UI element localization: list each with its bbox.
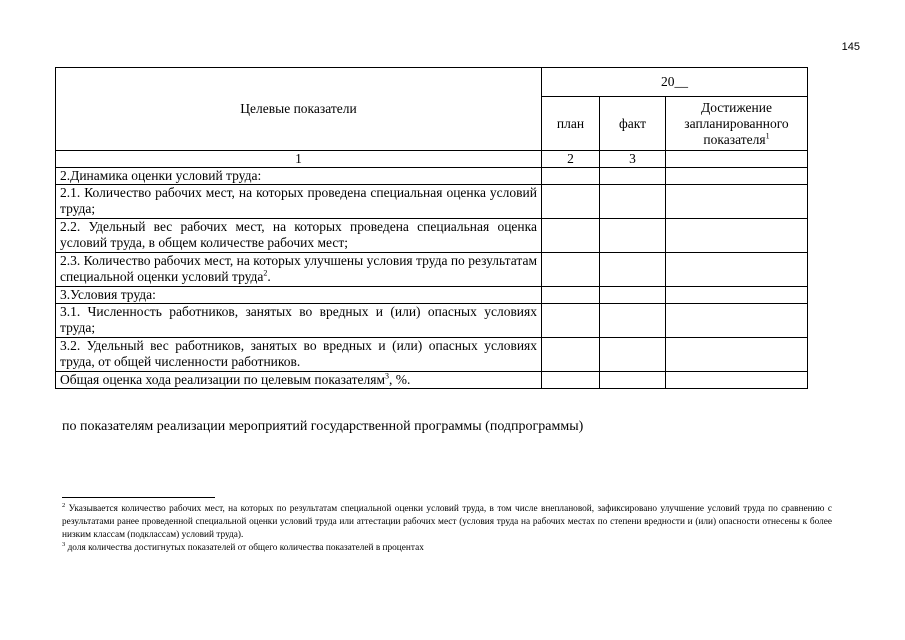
- indicator-text: 3.Условия труда:: [56, 287, 542, 304]
- page-number: 145: [841, 41, 860, 53]
- fact-header-label: факт: [618, 115, 647, 131]
- footnote-ref-1: 1: [765, 131, 770, 140]
- plan-cell: [542, 253, 600, 287]
- plan-cell: [542, 219, 600, 253]
- achievement-cell: [666, 168, 808, 185]
- indicator-text-main: 2.3. Количество рабочих мест, на которых улучшены условия труда по результатам специальной оценки условий труда: [60, 253, 537, 284]
- table-row: [56, 253, 808, 287]
- indicator-text: 3.1. Численность работников, занятых во вредных и (или) опасных условиях труда;: [56, 304, 542, 338]
- indicator-text: [56, 372, 542, 389]
- table-row: [56, 219, 808, 253]
- achievement-cell: [666, 304, 808, 338]
- fact-cell: [600, 372, 666, 389]
- footnote-2: [62, 503, 832, 542]
- target-indicators-table: [55, 67, 808, 389]
- plan-header-label: план: [556, 115, 585, 131]
- column-number: 1: [56, 151, 542, 168]
- table-row: [56, 168, 808, 185]
- plan-cell: [542, 338, 600, 372]
- achievement-cell: [666, 219, 808, 253]
- table-row: [56, 338, 808, 372]
- indicator-text: [56, 253, 542, 287]
- footnote-text: доля количества достигнутых показателей от общего количества показателей в процентах: [65, 543, 424, 553]
- fact-header: [600, 97, 666, 151]
- table-row: [56, 304, 808, 338]
- footnote-mark: 3: [62, 540, 66, 548]
- after-table-text: по показателям реализации мероприятий государственной программы (подпрограммы): [62, 419, 584, 434]
- indicator-text: 2.1. Количество рабочих мест, на которых проведена специальная оценка условий труда;: [56, 185, 542, 219]
- achievement-cell: [666, 253, 808, 287]
- fact-cell: [600, 185, 666, 219]
- indicator-text-tail: .: [267, 269, 271, 284]
- fact-cell: [600, 287, 666, 304]
- plan-cell: [542, 287, 600, 304]
- achievement-header-label: Достижение запланированного показателя: [684, 99, 789, 147]
- year-header-label: 20__: [661, 74, 688, 89]
- indicator-text: 2.2. Удельный вес рабочих мест, на которых проведена специальная оценка условий труда, в общем количестве рабочих мест;: [56, 219, 542, 253]
- indicator-text-main: Общая оценка хода реализации по целевым показателям: [60, 372, 386, 387]
- indicators-header-label: Целевые показатели: [240, 101, 357, 116]
- indicator-text: 2.Динамика оценки условий труда:: [56, 168, 542, 185]
- footnote-divider: [62, 497, 215, 498]
- indicator-text: 3.2. Удельный вес работников, занятых во вредных и (или) опасных условиях труда, от общей численности работников.: [56, 338, 542, 372]
- fact-cell: [600, 168, 666, 185]
- fact-cell: [600, 338, 666, 372]
- indicator-text-tail: , %.: [389, 372, 411, 387]
- year-header: [542, 68, 808, 97]
- achievement-cell: [666, 185, 808, 219]
- achievement-cell: [666, 338, 808, 372]
- footnote-3: [62, 542, 832, 555]
- empty-cell: [666, 151, 808, 168]
- table-row: [56, 185, 808, 219]
- fact-cell: [600, 253, 666, 287]
- column-number: 3: [600, 151, 666, 168]
- achievement-cell: [666, 287, 808, 304]
- footnote-mark: 2: [62, 501, 66, 509]
- plan-cell: [542, 304, 600, 338]
- footnote-ref-3: 3: [385, 371, 390, 381]
- indicators-header: [56, 68, 542, 151]
- plan-cell: [542, 372, 600, 389]
- table-row: [56, 287, 808, 304]
- fact-cell: [600, 219, 666, 253]
- numbering-row: [56, 151, 808, 168]
- plan-header: [542, 97, 600, 151]
- footnote-text: Указывается количество рабочих мест, на которых по результатам специальной оценки условий труда, в том числе внеплановой, зафиксировано улучшение условий труда по сравнению с результатами ранее проведенной специальной оценки условий труда или аттестации рабочих мест (условия труда на рабочих местах по степени вредности и (или) опасности отнесены к более низким классам (подклассам) условий труда).: [62, 504, 832, 540]
- table-row: [56, 372, 808, 389]
- footnote-ref-2: 2: [263, 268, 268, 278]
- achievement-cell: [666, 372, 808, 389]
- fact-cell: [600, 304, 666, 338]
- plan-cell: [542, 168, 600, 185]
- footnotes: [62, 503, 832, 555]
- achievement-header: [666, 97, 808, 151]
- plan-cell: [542, 185, 600, 219]
- column-number: 2: [542, 151, 600, 168]
